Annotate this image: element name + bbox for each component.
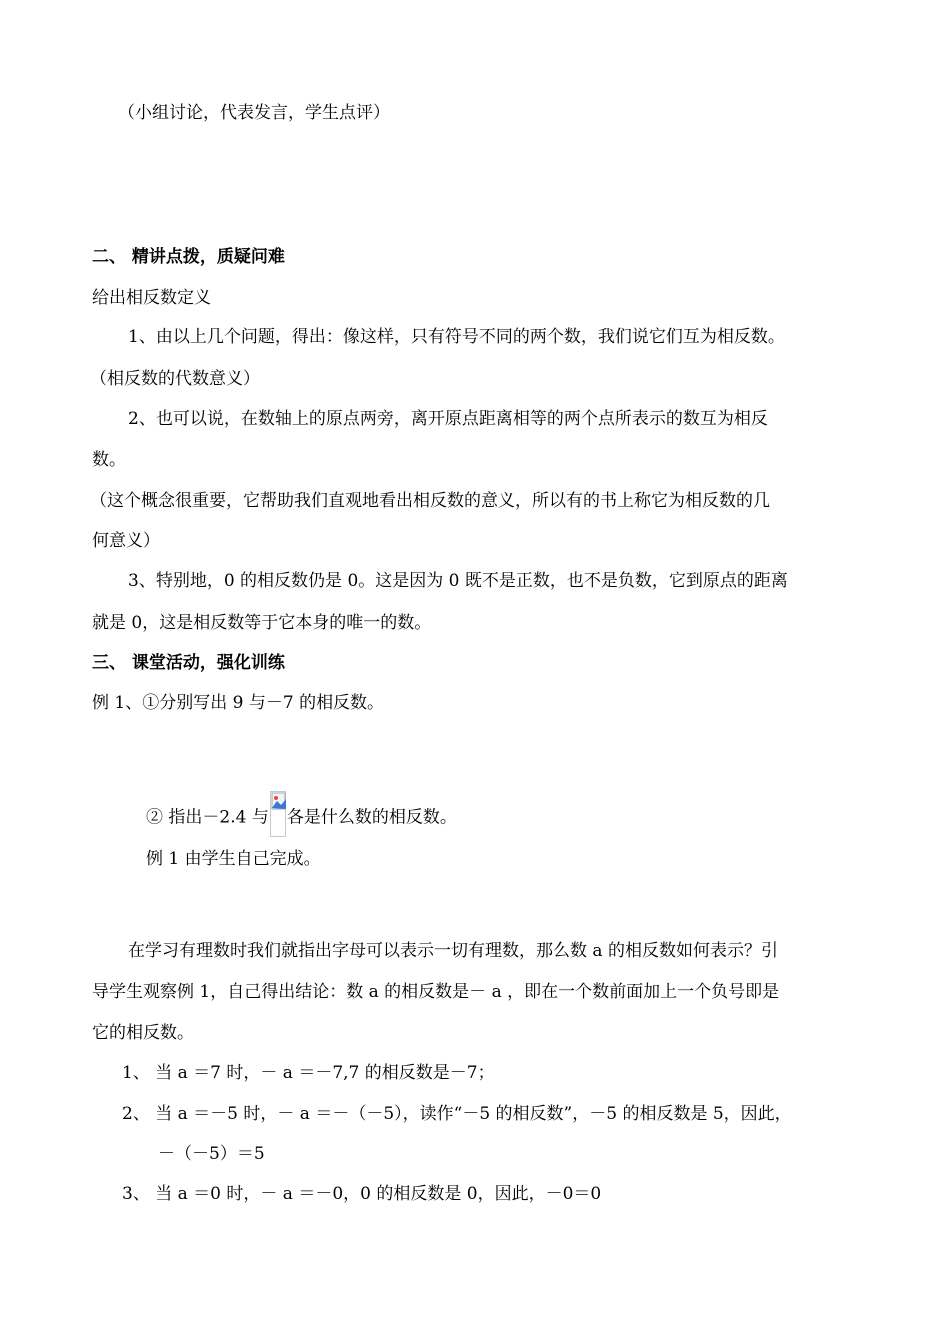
example-1-part-2-end: 各是什么数的相反数。 [286, 807, 457, 828]
section-heading-2: 二、 精讲点拨，质疑问难 [92, 247, 285, 267]
example-1-part-1: 例 1、①分别写出 9 与－7 的相反数。 [92, 693, 385, 713]
discussion-note: （小组讨论，代表发言，学生点评） [118, 103, 390, 123]
definition-point-1: 1、由以上几个问题，得出：像这样，只有符号不同的两个数，我们说它们互为相反数。 [128, 327, 785, 347]
case-1: 1、 当 a ＝7 时，－ a ＝－7,7 的相反数是－7； [122, 1063, 495, 1083]
case-2-cont: －（－5）＝5 [158, 1144, 265, 1164]
case-3: 3、 当 a ＝0 时，－ a ＝－0，0 的相反数是 0，因此，－0＝0 [122, 1184, 602, 1204]
example-1-part-2 [146, 795, 457, 841]
example-1-note: 例 1 由学生自己完成。 [146, 849, 321, 869]
broken-image-icon [270, 791, 286, 837]
geometric-meaning-note: （这个概念很重要，它帮助我们直观地看出相反数的意义，所以有的书上称它为相反数的几 [90, 491, 770, 511]
section-heading-3: 三、 课堂活动，强化训练 [92, 653, 285, 673]
paragraph-line-2: 导学生观察例 1，自己得出结论：数 a 的相反数是－ a ，即在一个数前面加上一个负号即是 [92, 982, 780, 1002]
definition-intro: 给出相反数定义 [92, 288, 211, 308]
definition-point-3: 3、特别地，0 的相反数仍是 0。这是因为 0 既不是正数，也不是负数，它到原点的距离 [128, 571, 788, 591]
paragraph-line-1: 在学习有理数时我们就指出字母可以表示一切有理数，那么数 a 的相反数如何表示？引 [128, 941, 778, 961]
geometric-meaning-note-cont: 何意义） [92, 531, 160, 551]
definition-point-2: 2、也可以说，在数轴上的原点两旁，离开原点距离相等的两个点所表示的数互为相反 [128, 409, 768, 429]
case-2: 2、 当 a ＝－5 时，－ a ＝－（－5），读作“－5 的相反数”，－5 的相反数是 5，因此， [122, 1104, 792, 1124]
definition-point-3-cont: 就是 0，这是相反数等于它本身的唯一的数。 [92, 613, 432, 633]
example-1-part-2-start: ② 指出－2.4 与 [146, 807, 269, 828]
algebraic-meaning-note: （相反数的代数意义） [90, 369, 260, 389]
paragraph-line-3: 它的相反数。 [92, 1023, 194, 1043]
definition-point-2-cont: 数。 [92, 450, 126, 470]
